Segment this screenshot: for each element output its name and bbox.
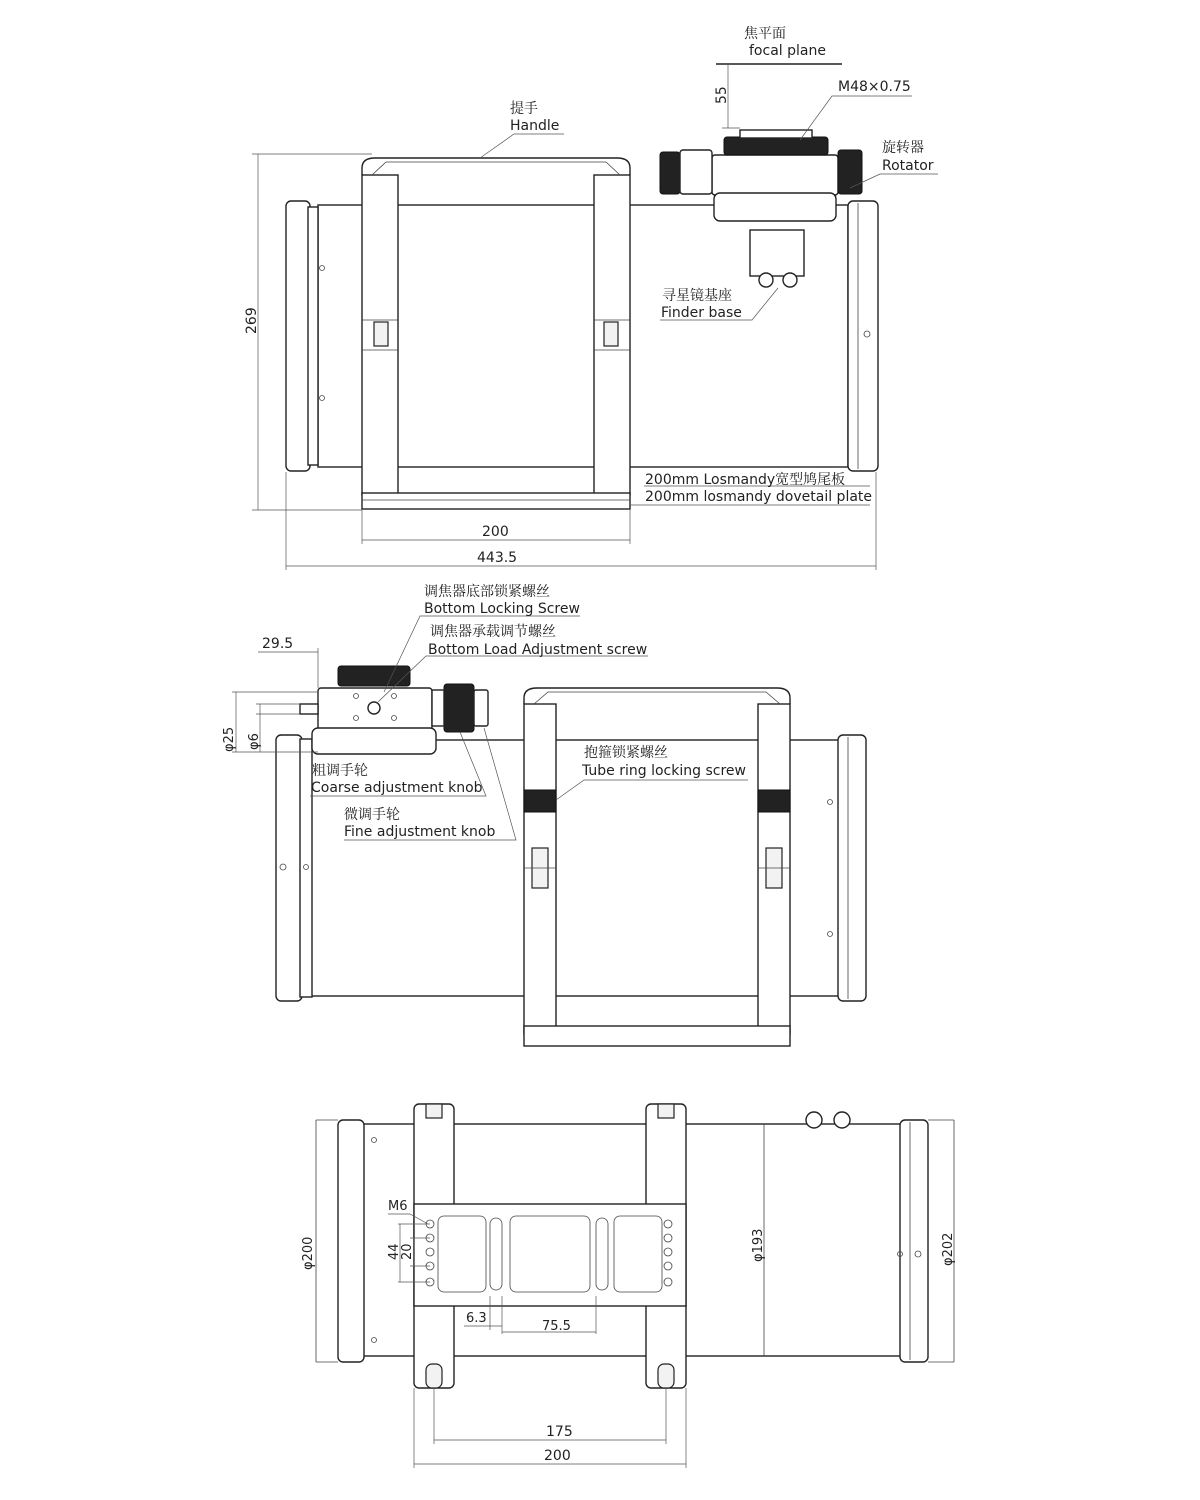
coarse-knob-top (660, 152, 680, 194)
finder-screw-bottom (834, 1112, 850, 1128)
tube-right-cap-bottom (900, 1120, 928, 1362)
load-screw-en: Bottom Load Adjustment screw (428, 642, 648, 658)
fine-en: Fine adjustment knob (344, 824, 496, 840)
focuser-drawtube-top (740, 130, 812, 138)
ring-knurl-left (524, 790, 556, 812)
dim-175: 175 (546, 1424, 573, 1440)
tube-left-cap-top (286, 201, 310, 471)
ring-clamp (604, 322, 618, 346)
top-view (244, 26, 938, 570)
dovetail-cn: 200mm Losmandy宽型鸠尾板 (645, 472, 846, 488)
load-screw-dial (368, 702, 380, 714)
ring-en: Tube ring locking screw (582, 763, 746, 779)
dim-200-bottom: 200 (544, 1448, 571, 1464)
handle-side (524, 688, 790, 704)
ring-slot (426, 1364, 442, 1388)
dim-phi202: φ202 (941, 1232, 956, 1266)
dim-6-3: 6.3 (466, 1311, 487, 1326)
handle-top (362, 158, 630, 175)
tube-left-cap-bottom (338, 1120, 364, 1362)
dim-55: 55 (714, 86, 730, 104)
side-view (222, 583, 866, 1046)
dim-44: 44 (387, 1243, 402, 1260)
focal-plane-en: focal plane (749, 43, 826, 59)
coarse-en: Coarse adjustment knob (311, 780, 483, 796)
focuser-gear-side (338, 666, 410, 686)
dovetail-en: 200mm losmandy dovetail plate (645, 489, 873, 505)
thread-label: M48×0.75 (838, 79, 911, 95)
focuser-base-side (312, 728, 436, 754)
finder-base-top (750, 230, 804, 276)
dim-phi25: φ25 (222, 726, 237, 752)
focal-plane-cn: 焦平面 (744, 26, 786, 42)
dim-20: 20 (400, 1243, 415, 1260)
m6-label: M6 (388, 1199, 408, 1214)
ring-knurl-right (758, 790, 790, 812)
lock-screw-cn: 调焦器底部锁紧螺丝 (424, 584, 550, 600)
handle-en: Handle (510, 118, 560, 134)
dim-phi200: φ200 (301, 1236, 316, 1270)
rotator-en: Rotator (882, 158, 934, 174)
dim-443: 443.5 (477, 550, 518, 566)
dovetail-plate-top (362, 493, 630, 509)
dim-29-5: 29.5 (262, 636, 294, 652)
ring-slot (426, 1104, 442, 1118)
ring-clamp (374, 322, 388, 346)
load-screw-cn: 调焦器承载调节螺丝 (430, 624, 556, 640)
finder-en: Finder base (661, 305, 742, 321)
tube-right-cap-side (838, 735, 866, 1001)
dim-269: 269 (244, 307, 260, 334)
dim-75-5: 75.5 (542, 1319, 571, 1334)
fine-knob-side (474, 690, 488, 726)
ring-slot (658, 1104, 674, 1118)
knob-hub-top (680, 150, 712, 194)
lock-screw-en: Bottom Locking Screw (424, 601, 580, 617)
rotator-cn: 旋转器 (882, 140, 924, 156)
dim-phi6: φ6 (247, 733, 262, 750)
focuser-body-top (712, 155, 838, 195)
ring-cn: 抱箍锁紧螺丝 (584, 745, 668, 761)
finder-cn: 寻星镜基座 (662, 288, 732, 304)
knob-hub-side (432, 690, 444, 726)
handle-cn: 提手 (510, 101, 538, 117)
focuser-base-top (714, 193, 836, 221)
finder-screw-bottom (806, 1112, 822, 1128)
dovetail-plate-bottom (414, 1204, 686, 1306)
tube-left-collar-side (300, 739, 312, 997)
dovetail-plate-side (524, 1026, 790, 1046)
finder-screw (759, 273, 773, 287)
coarse-knob-side (444, 684, 474, 732)
dim-phi193: φ193 (751, 1228, 766, 1262)
ring-slot (658, 1364, 674, 1388)
coarse-cn: 粗调手轮 (312, 763, 368, 779)
rotator-gear-top (724, 137, 828, 155)
bottom-view (301, 1104, 956, 1468)
tube-left-collar-top (308, 207, 318, 465)
dim-200-top: 200 (482, 524, 509, 540)
finder-screw (783, 273, 797, 287)
fine-cn: 微调手轮 (344, 807, 400, 823)
tube-right-cap-top (848, 201, 878, 471)
drawtube-side (300, 704, 318, 714)
fine-knob-top (838, 150, 862, 194)
